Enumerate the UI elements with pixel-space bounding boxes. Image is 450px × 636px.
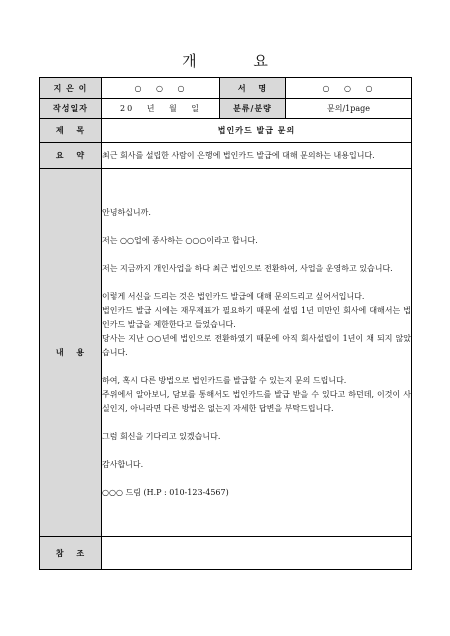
date-label: 작성일자 [40,99,102,119]
summary-row [40,143,412,169]
signature-value: ○ ○ ○ [286,78,412,99]
date-row [40,99,412,119]
paragraph-3-line-1: 하여, 혹시 다른 방법으로 법인카드를 발급할 수 있는지 문의 드립니다. [102,375,347,385]
signature-line: ○○○ 드림 (H.P : 010-123-4567) [102,487,229,497]
intro-text: 저는 ○○업에 종사하는 ○○○이라고 합니다. [102,235,258,245]
content-row [40,169,412,537]
summary-value: 최근 회사를 설립한 사람이 은행에 법인카드 발급에 대해 문의하는 내용입니다. [102,143,412,169]
signature-label: 서 명 [220,78,286,99]
subject-row [40,119,412,143]
reference-row [40,537,412,570]
category-label: 분류/분량 [220,99,286,119]
greeting-text: 안녕하십니까. [102,207,151,217]
paragraph-2-line-2: 법인카드 발급 시에는 재무제표가 필요하기 때문에 설립 1년 미만인 회사에 대해서는 법인카드 발급을 제한한다고 들었습니다. [102,305,411,329]
summary-label: 요 약 [40,143,102,169]
paragraph-3-line-2: 주위에서 알아보니, 담보를 통해서도 법인카드를 발급 받을 수 있다고 하던데, 이것이 사실인지, 아니라면 다른 방법은 없는지 자세한 답변을 부탁드립니다. [102,389,411,413]
closing-text-2: 감사합니다. [102,459,144,469]
subject-value: 법인카드 발급 문의 [102,119,412,143]
reference-label: 참 조 [40,537,102,570]
paragraph-1: 저는 지금까지 개인사업을 하다 최근 법인으로 전환하여, 사업을 운영하고 있습니다. [102,263,393,273]
content-body [102,169,412,537]
paragraph-2-line-3: 당사는 지난 ○○년에 법인으로 전환하였기 때문에 아직 회사설립이 1년이 채 되지 않았습니다. [102,333,411,357]
document-title: 개 요 [182,52,294,70]
author-value: ○ ○ ○ [102,78,220,99]
form-table [39,77,412,570]
subject-label: 제 목 [40,119,102,143]
content-label: 내 용 [40,169,102,537]
paragraph-2-line-1: 이렇게 서신을 드리는 것은 법인카드 발급에 대해 문의드리고 싶어서입니다. [102,291,365,301]
closing-text-1: 그럼 회신을 기다리고 있겠습니다. [102,431,221,441]
reference-value [102,537,412,570]
author-label: 지 은 이 [40,78,102,99]
date-value: 20 년 월 일 [102,99,220,119]
category-value: 문의/1page [286,99,412,119]
author-row [40,78,412,99]
